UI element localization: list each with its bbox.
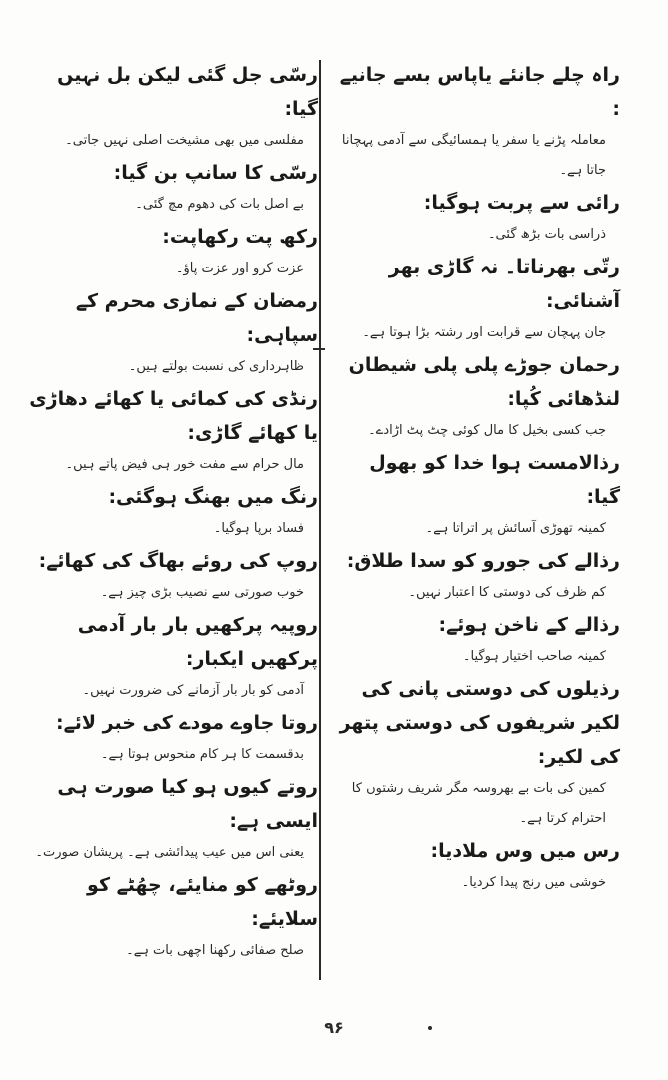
proverb-entry xyxy=(18,156,318,220)
proverb-entry xyxy=(18,608,318,706)
print-dot xyxy=(428,1026,432,1030)
proverb-meaning: معاملہ پڑنے یا سفر یا ہمسائیگی سے آدمی پہچانا جاتا ہے۔ xyxy=(341,133,606,178)
proverb-meaning: جب کسی بخیل کا مال کوئی چٹ پٹ اڑادے۔ xyxy=(368,423,606,438)
proverb-meaning: بے اصل بات کی دھوم مچ گئی۔ xyxy=(135,197,304,212)
proverb-entry xyxy=(18,706,318,770)
proverb-entry xyxy=(330,834,620,898)
proverb-entry xyxy=(18,220,318,284)
proverb-heading: روتا جاوے مودے کی خبر لائے: xyxy=(56,712,318,734)
right-column xyxy=(330,58,620,898)
proverb-heading: رمضان کے نمازی محرم کے سپاہی: xyxy=(75,290,318,346)
proverb-entry xyxy=(18,480,318,544)
proverb-entry xyxy=(18,868,318,966)
proverb-meaning: عزت کرو اور عزت پاؤ۔ xyxy=(175,261,304,276)
proverb-entry xyxy=(330,348,620,446)
proverb-heading: روپ کی روئے بھاگ کی کھائے: xyxy=(38,550,318,572)
proverb-heading: رذالے کے ناخن ہوئے: xyxy=(438,614,620,636)
proverb-meaning: بدقسمت کا ہر کام منحوس ہوتا ہے۔ xyxy=(100,747,304,762)
proverb-entry xyxy=(18,544,318,608)
proverb-heading: رکھ پت رکھاپت: xyxy=(162,226,318,248)
proverb-entry xyxy=(330,608,620,672)
proverb-meaning: ظاہرداری کی نسبت بولتے ہیں۔ xyxy=(128,359,304,374)
column-divider xyxy=(319,60,321,980)
proverb-heading: رتّی بھرناتا۔ نہ گاڑی بھر آشنائی: xyxy=(388,256,620,312)
proverb-meaning: مال حرام سے مفت خور ہی فیض پاتے ہیں۔ xyxy=(65,457,304,472)
proverb-meaning: کمینہ تھوڑی آسائش پر اتراتا ہے۔ xyxy=(425,521,606,536)
proverb-meaning: مفلسی میں بھی مشیخت اصلی نہیں جاتی۔ xyxy=(65,133,304,148)
proverb-entry xyxy=(330,672,620,834)
proverb-entry xyxy=(330,186,620,250)
proverb-entry xyxy=(18,382,318,480)
proverb-heading: روٹھے کو منایئے، چھُٹے کو سلایئے: xyxy=(87,874,318,930)
proverb-meaning: یعنی اس میں عیب پیدائشی ہے۔ پریشان صورت۔ xyxy=(35,845,304,860)
proverb-meaning: جان پہچان سے قرابت اور رشتہ بڑا ہوتا ہے۔ xyxy=(362,325,606,340)
proverb-entry xyxy=(330,58,620,186)
proverb-meaning: کمینہ صاحب اختیار ہوگیا۔ xyxy=(462,649,606,664)
proverb-meaning: خوب صورتی سے نصیب بڑی چیز ہے۔ xyxy=(100,585,304,600)
proverb-entry xyxy=(330,446,620,544)
proverb-heading: رنڈی کی کمائی یا کھائے دھاڑی یا کھائے گاڑی: xyxy=(29,388,318,444)
left-column xyxy=(18,58,318,966)
proverb-entry xyxy=(18,58,318,156)
proverb-heading: رذالے کی جورو کو سدا طلاق: xyxy=(346,550,620,572)
proverb-heading: رسّی کا سانپ بن گیا: xyxy=(113,162,318,184)
proverb-heading: روپیہ پرکھیں بار بار آدمی پرکھیں ایکبار: xyxy=(77,614,318,670)
page-number: ۹۶ xyxy=(324,1018,344,1037)
proverb-heading: رنگ میں بھنگ ہوگئی: xyxy=(108,486,318,508)
proverb-meaning: آدمی کو بار بار آزمانے کی ضرورت نہیں۔ xyxy=(82,683,304,698)
proverb-entry xyxy=(330,250,620,348)
proverb-heading: راہ چلے جانئے یاپاس بسے جانیے : xyxy=(339,64,620,120)
proverb-entry xyxy=(18,284,318,382)
proverb-entry xyxy=(330,544,620,608)
proverb-meaning: کم ظرف کی دوستی کا اعتبار نہیں۔ xyxy=(408,585,606,600)
proverb-meaning: صلح صفائی رکھنا اچھی بات ہے۔ xyxy=(126,943,304,958)
proverb-heading: رسّی جل گئی لیکن بل نہیں گیا: xyxy=(57,64,318,120)
proverb-heading: روتے کیوں ہو کیا صورت ہی ایسی ہے: xyxy=(57,776,318,832)
proverb-meaning: خوشی میں رنج پیدا کردیا۔ xyxy=(461,875,606,890)
proverb-meaning: کمین کی بات بے بھروسہ مگر شریف رشتوں کا احترام کرتا ہے۔ xyxy=(351,781,606,826)
proverb-heading: رذیلوں کی دوستی پانی کی لکیر شریفوں کی دوستی پتھر کی لکیر: xyxy=(339,678,620,768)
proverb-heading: رس میں وس ملادیا: xyxy=(430,840,620,862)
proverb-heading: رحمان جوڑے پلی پلی شیطان لنڈھائی کُپا: xyxy=(348,354,620,410)
proverb-heading: رذالامست ہوا خدا کو بھول گیا: xyxy=(369,452,620,508)
proverb-meaning: ذراسی بات بڑھ گئی۔ xyxy=(487,227,606,242)
proverb-heading: رائی سے پربت ہوگیا: xyxy=(423,192,620,214)
proverb-entry xyxy=(18,770,318,868)
proverb-meaning: فساد برپا ہوگیا۔ xyxy=(213,521,304,536)
